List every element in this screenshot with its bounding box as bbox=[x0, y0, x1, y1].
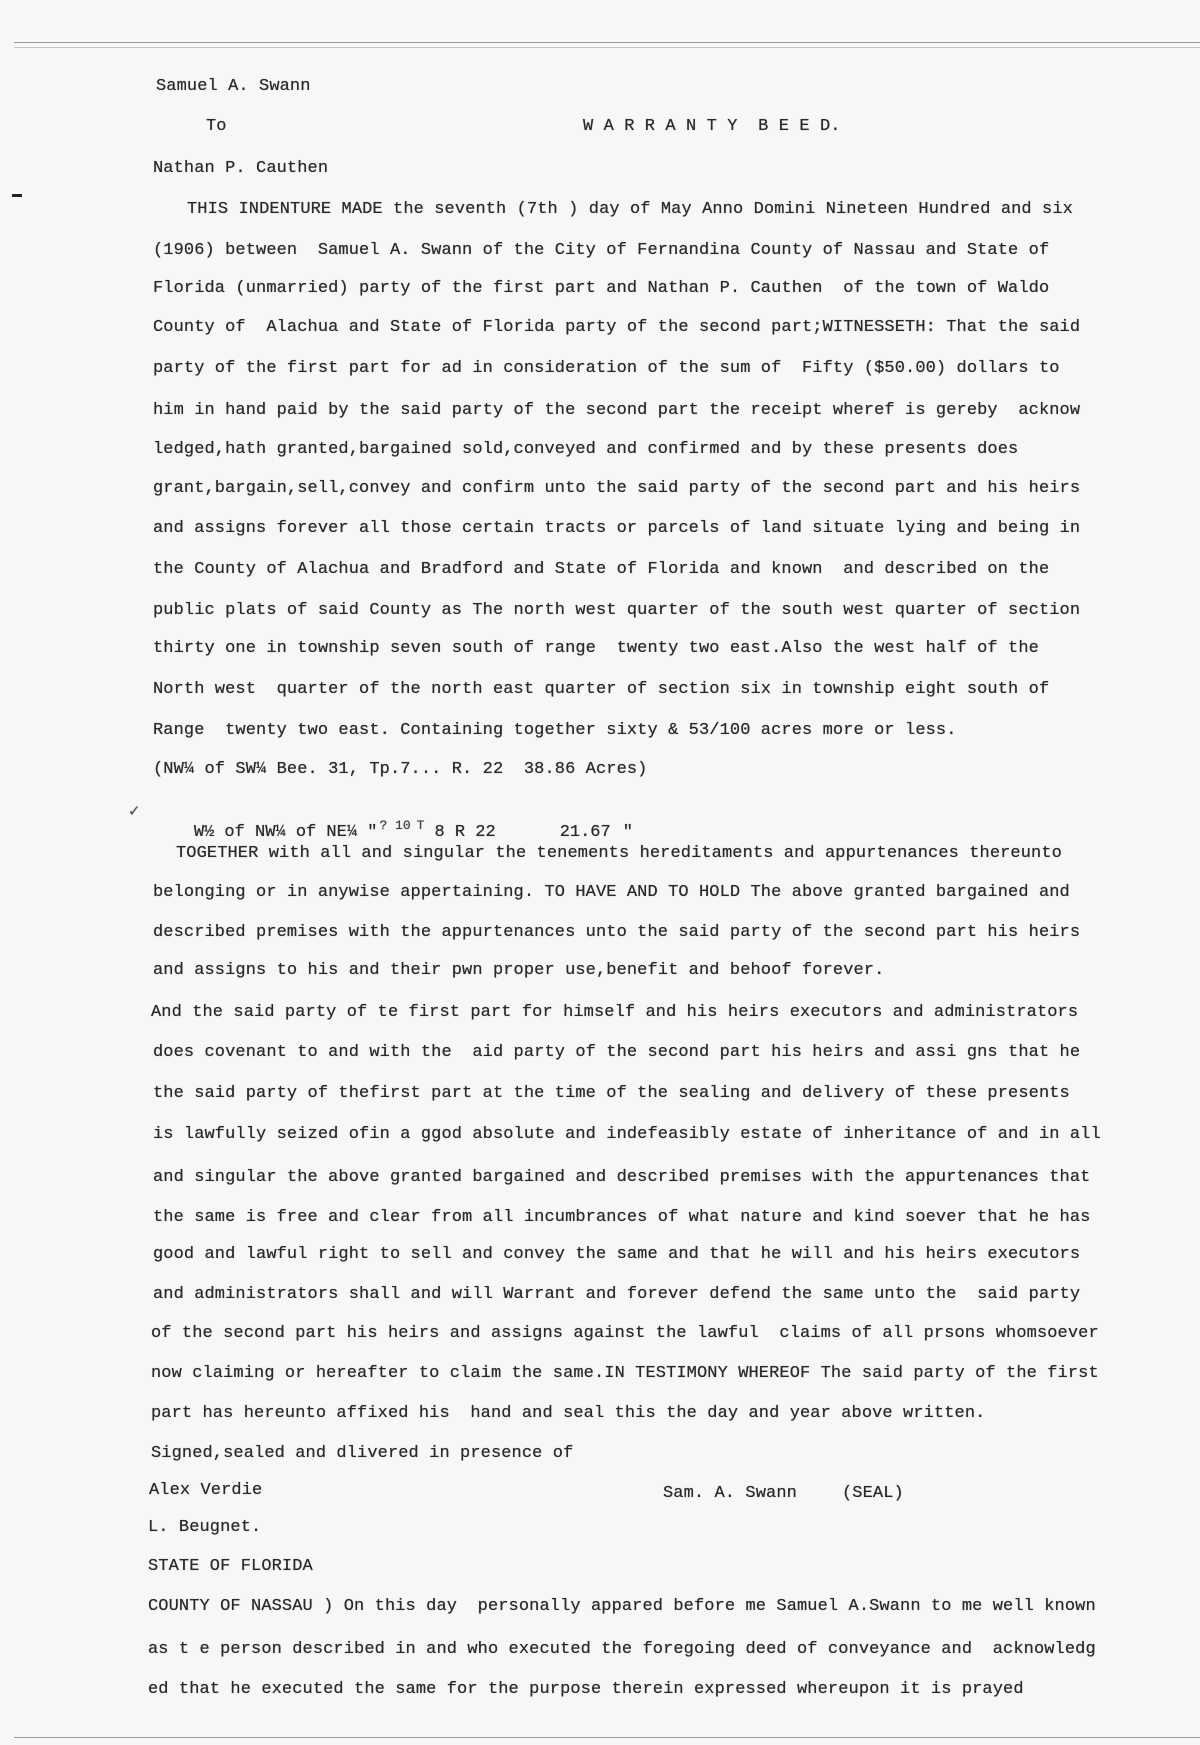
handwritten-annotation: T bbox=[416, 818, 425, 833]
body-line: the said party of thefirst part at the time of the sealing and delivery of these presents bbox=[153, 1084, 1070, 1103]
body-line: TOGETHER with all and singular the tenements hereditaments and appurtenances thereunto bbox=[176, 844, 1062, 863]
witness-2: L. Beugnet. bbox=[148, 1518, 262, 1537]
body-line: And the said party of te first part for himself and his heirs executors and administrators bbox=[151, 1003, 1079, 1022]
body-line: grant,bargain,sell,convey and confirm unto the said party of the second part and his heirs bbox=[153, 479, 1081, 498]
grantee-name: Nathan P. Cauthen bbox=[153, 159, 329, 178]
body-line: County of Alachua and State of Florida party of the second part;WITNESSETH: That the said bbox=[153, 318, 1081, 337]
handwritten-annotation: ? 10 bbox=[379, 818, 411, 833]
ack-line: as t e person described in and who executed the foregoing deed of conveyance and acknowledg bbox=[148, 1640, 1096, 1659]
parcel2-acres: 21.67 bbox=[559, 823, 611, 842]
top-border-line bbox=[14, 42, 1200, 43]
witness-1: Alex Verdie bbox=[149, 1481, 263, 1500]
body-line: thirty one in township seven south of range twenty two east.Also the west half of the bbox=[153, 639, 1039, 658]
body-line: (NW¼ of SW¼ Bee. 31, Tp.7... R. 22 38.86 Acres) bbox=[153, 760, 648, 779]
to-label: To bbox=[206, 117, 227, 136]
body-line: North west quarter of the north east quarter of section six in township eight south of bbox=[153, 680, 1050, 699]
body-line: (1906) between Samuel A. Swann of the City of Fernandina County of Nassau and State of bbox=[153, 241, 1050, 260]
body-line: public plats of said County as The north west quarter of the south west quarter of section bbox=[153, 601, 1081, 620]
body-line: ledged,hath granted,bargained sold,conveyed and confirmed and by these presents does bbox=[153, 440, 1019, 459]
parcel2-ditto: " bbox=[622, 823, 633, 842]
body-line: and assigns forever all those certain tracts or parcels of land situate lying and being in bbox=[153, 519, 1081, 538]
scan-mark bbox=[12, 194, 22, 197]
body-line: of the second part his heirs and assigns against the lawful claims of all prsons whomsoever bbox=[151, 1324, 1099, 1343]
parcel2-township: 8 R 22 bbox=[434, 823, 496, 842]
body-line: is lawfully seized ofin a ggod absolute and indefeasibly estate of inheritance of and in all bbox=[153, 1125, 1101, 1144]
body-line: Florida (unmarried) party of the first part and Nathan P. Cauthen of the town of Waldo bbox=[153, 279, 1050, 298]
body-line: him in hand paid by the said party of the second part the receipt wheref is gereby acknow bbox=[153, 401, 1081, 420]
parcel2-description: W½ of NW¼ of NE¼ " bbox=[193, 823, 378, 842]
body-line: Signed,sealed and dlivered in presence of bbox=[151, 1444, 574, 1463]
seal-label: (SEAL) bbox=[842, 1484, 904, 1503]
body-line: the County of Alachua and Bradford and State of Florida and known and described on the bbox=[153, 560, 1050, 579]
top-border-line bbox=[14, 47, 1200, 48]
bottom-border-line bbox=[14, 1737, 1200, 1738]
body-line: the same is free and clear from all incumbrances of what nature and kind soever that he has bbox=[153, 1208, 1091, 1227]
body-line: and assigns to his and their pwn proper use,benefit and behoof forever. bbox=[153, 961, 885, 980]
body-line: Range twenty two east. Containing together sixty & 53/100 acres more or less. bbox=[153, 721, 957, 740]
ack-line: STATE OF FLORIDA bbox=[148, 1557, 313, 1576]
body-line: THIS INDENTURE MADE the seventh (7th ) day of May Anno Domini Nineteen Hundred and six bbox=[187, 200, 1073, 219]
body-line: part has hereunto affixed his hand and seal this the day and year above written. bbox=[151, 1404, 986, 1423]
body-line: now claiming or hereafter to claim the same.IN TESTIMONY WHEREOF The said party of the first bbox=[151, 1364, 1099, 1383]
ack-line: COUNTY OF NASSAU ) On this day personally appared before me Samuel A.Swann to me well known bbox=[148, 1597, 1096, 1616]
body-line: described premises with the appurtenances unto the said party of the second part his heirs bbox=[153, 923, 1081, 942]
body-line: does covenant to and with the aid party of the second part his heirs and assi gns that he bbox=[153, 1043, 1081, 1062]
body-line: belonging or in anywise appertaining. TO HAVE AND TO HOLD The above granted bargained and bbox=[153, 883, 1070, 902]
body-line: and singular the above granted bargained and described premises with the appurtenances that bbox=[153, 1168, 1091, 1187]
check-mark-icon: ✓ bbox=[129, 803, 140, 822]
document-title: W A R R A N T Y B E E D. bbox=[583, 117, 841, 136]
body-line: party of the first part for ad in consideration of the sum of Fifty ($50.00) dollars to bbox=[153, 359, 1060, 378]
signer-name: Sam. A. Swann bbox=[663, 1484, 797, 1503]
body-line: good and lawful right to sell and convey the same and that he will and his heirs executors bbox=[153, 1245, 1081, 1264]
grantor-name: Samuel A. Swann bbox=[156, 77, 311, 96]
body-line: and administrators shall and will Warrant and forever defend the same unto the said party bbox=[153, 1285, 1081, 1304]
ack-line: ed that he executed the same for the purpose therein expressed whereupon it is prayed bbox=[148, 1680, 1024, 1699]
